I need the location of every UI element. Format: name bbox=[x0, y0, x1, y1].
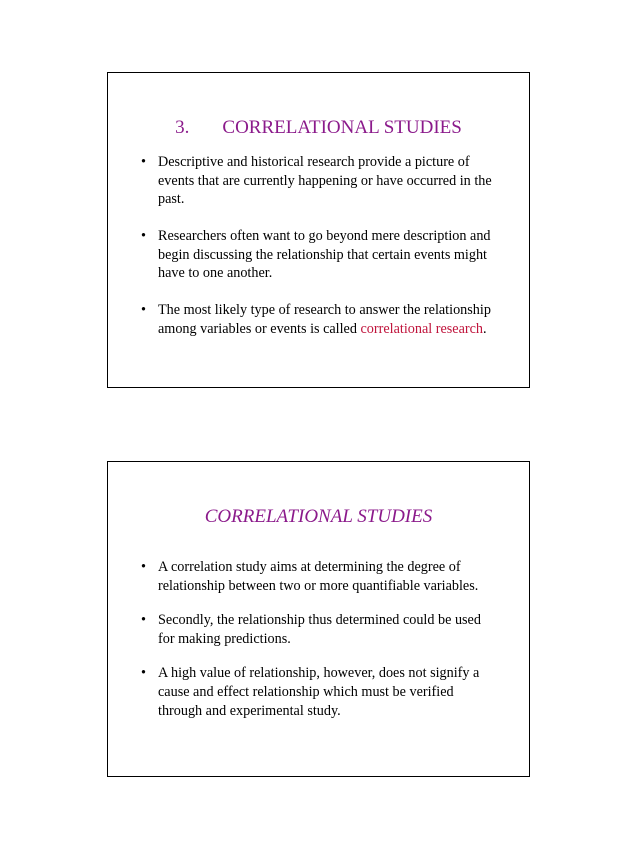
slide-1-bullet-3-text: The most likely type of research to answer the relationship among variables or events is called bbox=[158, 301, 491, 337]
bullet-icon: • bbox=[141, 154, 146, 170]
slide-1-bullet-1-text: Descriptive and historical research provide a picture of events that are currently happening or have occurred in the past. bbox=[158, 154, 492, 208]
slide-2-bullet-3-text: A high value of relationship, however, does not signify a cause and effect relationship which must be verified through and experimental study. bbox=[158, 665, 480, 719]
bullet-icon: • bbox=[141, 665, 146, 682]
slide-2-title: CORRELATIONAL STUDIES bbox=[204, 506, 433, 527]
slide-1-title-number: 3. bbox=[175, 117, 190, 138]
slide-2-bullet-3 bbox=[138, 664, 495, 720]
slide-2 bbox=[107, 461, 530, 777]
slide-1-bullet-3-period: . bbox=[483, 320, 487, 337]
slide-1 bbox=[107, 72, 530, 388]
slide-2-bullet-2-text: Secondly, the relationship thus determined could be used for making predictions. bbox=[158, 612, 481, 647]
slide-1-bullet-2 bbox=[138, 227, 495, 283]
slide-1-bullet-1 bbox=[138, 153, 495, 209]
slide-1-title bbox=[108, 117, 529, 139]
slide-2-bullet-2 bbox=[138, 611, 495, 648]
bullet-icon: • bbox=[141, 559, 146, 575]
slide-1-bullet-3 bbox=[138, 301, 495, 338]
slide-2-bullet-1 bbox=[138, 558, 495, 595]
slide-1-bullet-2-text: Researchers often want to go beyond mere description and begin discussing the relationship that certain events might have to one another. bbox=[158, 227, 491, 282]
correlational-research-highlight: correlational research bbox=[360, 320, 483, 337]
bullet-icon: • bbox=[141, 301, 146, 318]
slide-1-bullet-list bbox=[138, 153, 495, 356]
slide-2-bullet-1-text: A correlation study aims at determining the degree of relationship between two or more quantifiable variables. bbox=[158, 559, 479, 594]
bullet-icon: • bbox=[141, 612, 146, 629]
slide-2-bullet-list bbox=[138, 558, 495, 736]
slide-1-title-text: CORRELATIONAL STUDIES bbox=[222, 117, 462, 138]
bullet-icon: • bbox=[141, 227, 146, 244]
